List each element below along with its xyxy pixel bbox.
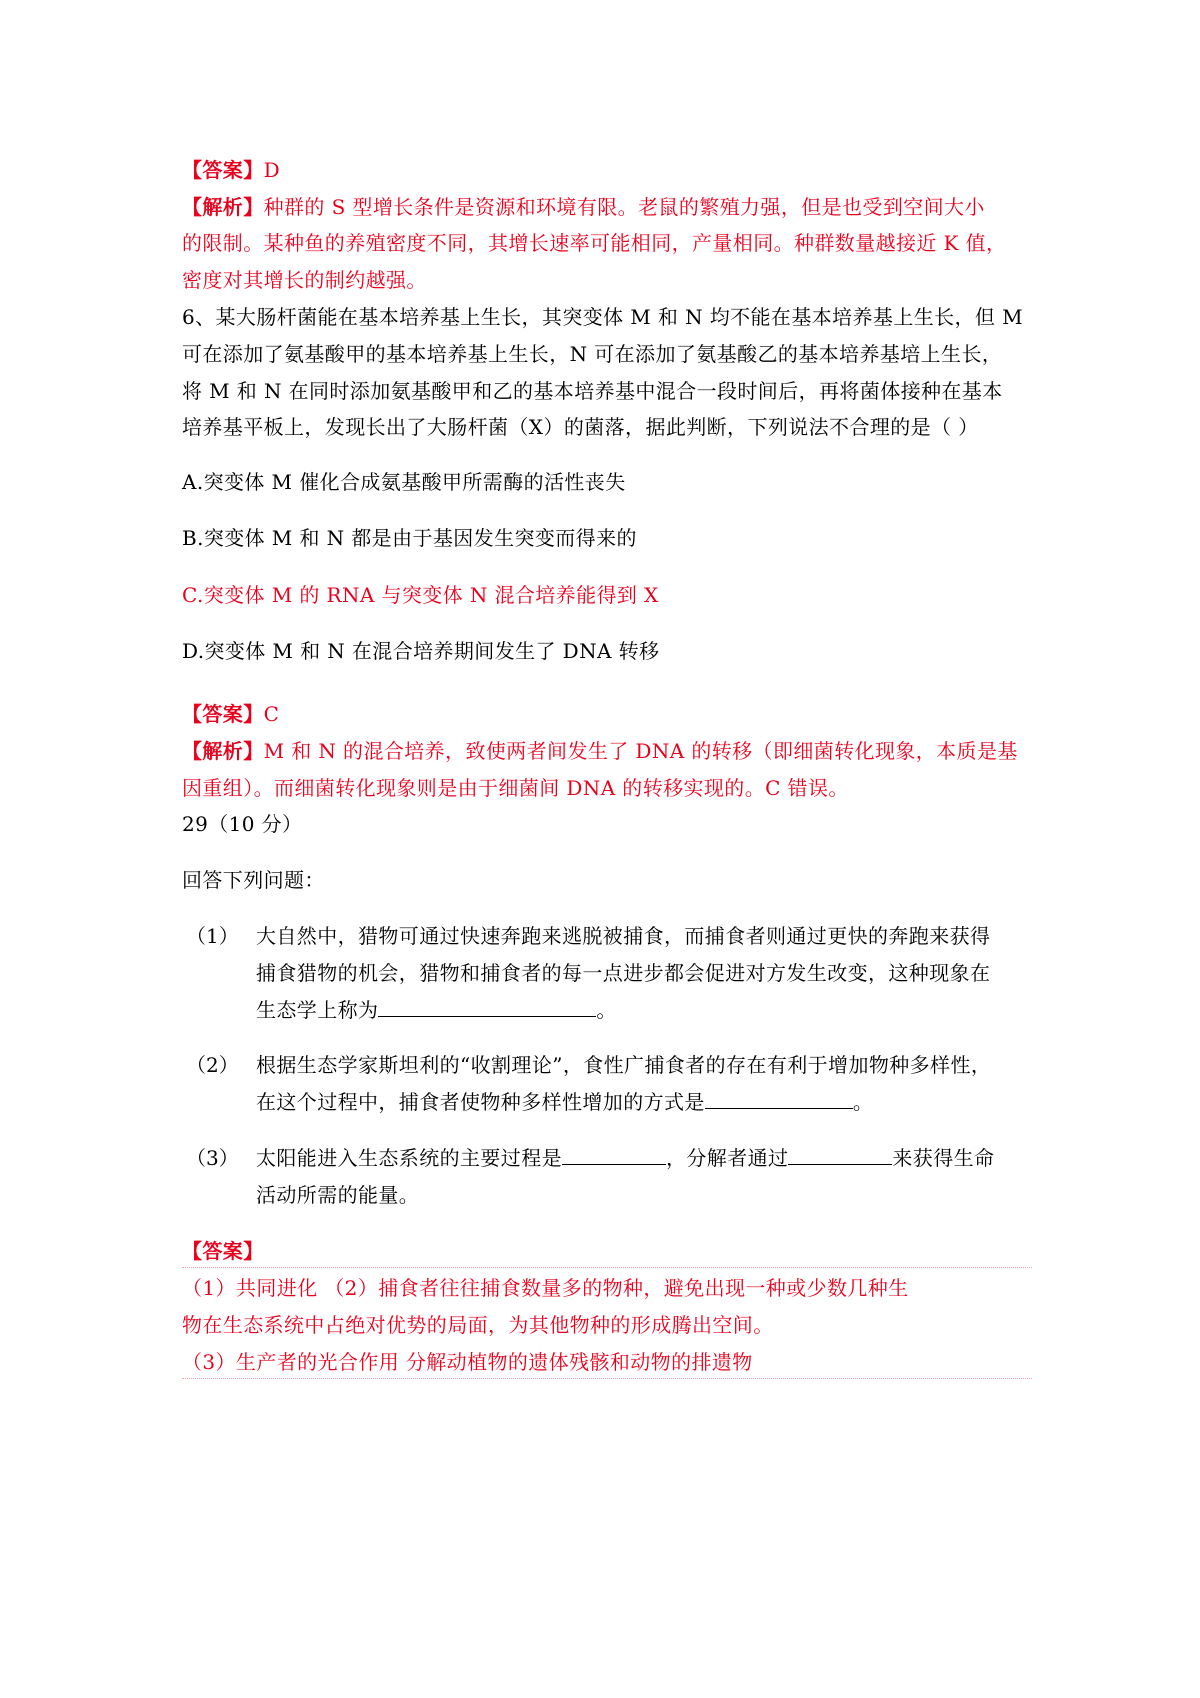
q29-answer-tag: 【答案】	[182, 1239, 264, 1263]
q29-part3-number: （3）	[186, 1146, 239, 1170]
q29-answer-line-2: 物在生态系统中占绝对优势的局面，为其他物种的形成腾出空间。	[182, 1313, 774, 1337]
part3-mid: ，分解者通过	[666, 1146, 789, 1170]
answer-tag: 【答案】	[182, 158, 264, 182]
q6-option-b: B.突变体 M 和 N 都是由于基因发生突变而得来的	[182, 526, 637, 550]
q6-stem-line-3: 将 M 和 N 在同时添加氨基酸甲和乙的基本培养基中混合一段时间后，再将菌体接种在基本	[182, 379, 1003, 403]
q6-option-d: D.突变体 M 和 N 在混合培养期间发生了 DNA 转移	[182, 639, 660, 663]
part3-prefix: 太阳能进入生态系统的主要过程是	[256, 1146, 562, 1170]
part1-suffix: 。	[596, 998, 617, 1022]
q29-part3-line-1	[256, 1144, 994, 1172]
q29-part1-line-3	[256, 996, 617, 1024]
dotted-divider	[182, 1267, 1032, 1268]
q29-part3-line-2: 活动所需的能量。	[256, 1183, 420, 1207]
answer-value: D	[263, 158, 281, 182]
q29-part1-line-1: 大自然中，猎物可通过快速奔跑来逃脱被捕食，而捕食者则通过更快的奔跑来获得	[256, 924, 991, 948]
analysis-text: M 和 N 的混合培养，致使两者间发生了 DNA 的转移（即细菌转化现象，本质是基	[263, 739, 1018, 763]
q29-answer-line-3: （3）生产者的光合作用 分解动植物的遗体残骸和动物的排遗物	[182, 1350, 753, 1374]
answer-tag: 【答案】	[182, 702, 264, 726]
q29-part1-line-2: 捕食猎物的机会，猎物和捕食者的每一点进步都会促进对方发生改变，这种现象在	[256, 961, 991, 985]
answer-blank	[378, 996, 596, 1017]
answer-blank	[788, 1144, 892, 1165]
q29-part2-line-2	[256, 1088, 873, 1116]
analysis-tag: 【解析】	[182, 195, 264, 219]
q5-analysis-line-1	[182, 193, 985, 221]
analysis-tag: 【解析】	[182, 739, 264, 763]
q5-analysis-line-3: 密度对其增长的制约越强。	[182, 268, 427, 292]
q5-analysis-line-2: 的限制。某种鱼的养殖密度不同，其增长速率可能相同，产量相同。种群数量越接近 K 值，	[182, 231, 1007, 255]
q5-answer	[182, 156, 280, 184]
part1-prefix: 生态学上称为	[256, 998, 379, 1022]
q6-stem-line-1: 6、某大肠杆菌能在基本培养基上生长，其突变体 M 和 N 均不能在基本培养基上生长，但 M	[182, 305, 1023, 329]
q6-analysis-line-1	[182, 737, 1018, 765]
q29-part1-number: （1）	[186, 924, 239, 948]
answer-blank	[705, 1088, 853, 1109]
part3-suffix: 来获得生命	[892, 1146, 995, 1170]
q6-stem-line-4: 培养基平板上，发现长出了大肠杆菌（X）的菌落，据此判断，下列说法不合理的是（ ）	[182, 415, 979, 439]
q6-stem-line-2: 可在添加了氨基酸甲的基本培养基上生长，N 可在添加了氨基酸乙的基本培养基培上生长，	[182, 342, 1003, 366]
q6-option-c: C.突变体 M 的 RNA 与突变体 N 混合培养能得到 X	[182, 583, 659, 607]
analysis-text: 种群的 S 型增长条件是资源和环境有限。老鼠的繁殖力强，但是也受到空间大小	[263, 195, 985, 219]
q6-answer	[182, 700, 279, 728]
part2-suffix: 。	[852, 1090, 874, 1114]
part2-prefix: 在这个过程中，捕食者使物种多样性增加的方式是	[256, 1090, 705, 1114]
q6-analysis-line-2: 因重组）。而细菌转化现象则是由于细菌间 DNA 的转移实现的。C 错误。	[182, 776, 849, 800]
dotted-divider	[182, 1378, 1032, 1379]
q29-part2-number: （2）	[186, 1053, 239, 1077]
q29-title: 29（10 分）	[182, 812, 303, 836]
q29-part2-line-1: 根据生态学家斯坦利的“收割理论”，食性广捕食者的存在有利于增加物种多样性，	[256, 1053, 992, 1077]
q6-option-a: A.突变体 M 催化合成氨基酸甲所需酶的活性丧失	[182, 470, 626, 494]
answer-value: C	[263, 702, 280, 726]
q29-answer-line-1: （1）共同进化 （2）捕食者往往捕食数量多的物种，避免出现一种或少数几种生	[182, 1276, 909, 1300]
q29-prompt: 回答下列问题：	[182, 868, 325, 892]
answer-blank	[562, 1144, 666, 1165]
